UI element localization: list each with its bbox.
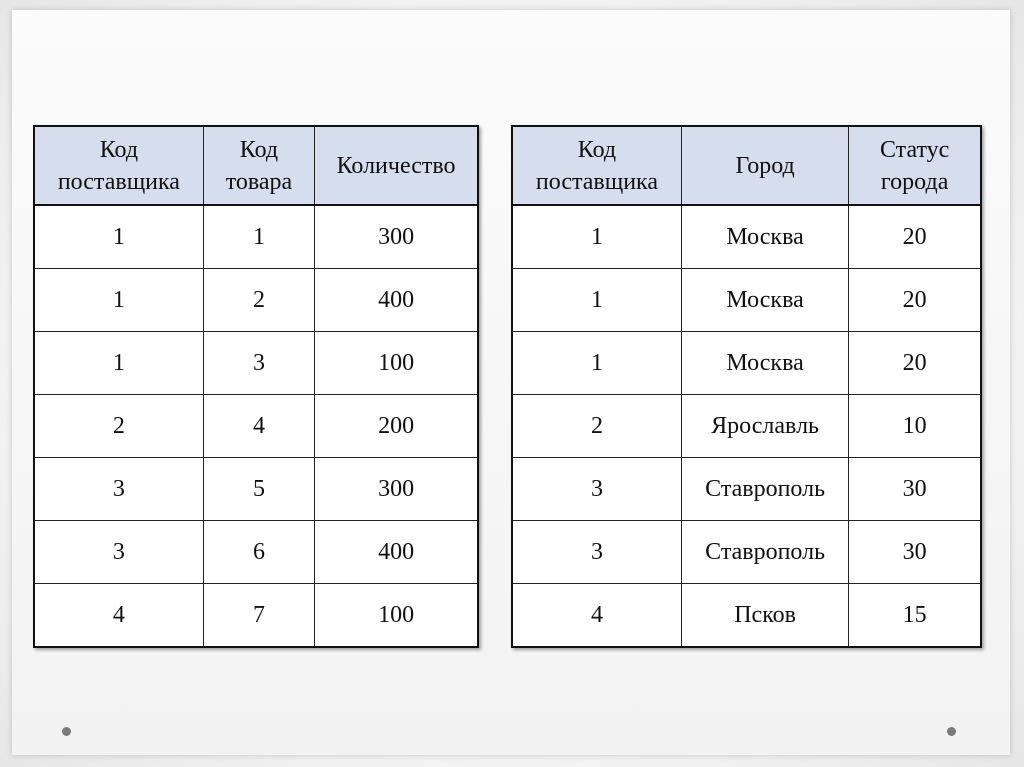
col-header-quantity: Количество	[315, 126, 478, 205]
table-cell: Москва	[681, 332, 848, 395]
table-cell: 400	[315, 521, 478, 584]
table-cell: 7	[203, 584, 314, 648]
table-row	[512, 521, 981, 584]
table-row	[34, 458, 478, 521]
table-cell: Москва	[681, 205, 848, 269]
table-row	[34, 205, 478, 269]
table-cell: 20	[849, 269, 981, 332]
table-cell: 1	[203, 205, 314, 269]
col-header-city-status: Статус города	[849, 126, 981, 205]
table-cell: Ставрополь	[681, 521, 848, 584]
table-cell: 4	[512, 584, 681, 648]
table-cell: 3	[203, 332, 314, 395]
table-header-row	[512, 126, 981, 205]
table-cell: 30	[849, 458, 981, 521]
table-cell: 4	[34, 584, 203, 648]
table-row	[512, 332, 981, 395]
suppliers-table	[511, 125, 982, 648]
col-header-city: Город	[681, 126, 848, 205]
supplies-table	[33, 125, 479, 648]
table-cell: 5	[203, 458, 314, 521]
table-cell: 2	[512, 395, 681, 458]
slide-nav-dot-left	[62, 727, 71, 736]
table-cell: 300	[315, 458, 478, 521]
table-cell: Ярославль	[681, 395, 848, 458]
table-row	[512, 458, 981, 521]
table-cell: 100	[315, 332, 478, 395]
table-cell: 3	[512, 458, 681, 521]
col-header-supplier-code: Код поставщика	[512, 126, 681, 205]
table-row	[34, 584, 478, 648]
table-row	[512, 584, 981, 648]
table-cell: Ставрополь	[681, 458, 848, 521]
table-row	[34, 521, 478, 584]
table-cell: 4	[203, 395, 314, 458]
table-row	[512, 269, 981, 332]
table-cell: Псков	[681, 584, 848, 648]
col-header-supplier-code: Код поставщика	[34, 126, 203, 205]
table-cell: 400	[315, 269, 478, 332]
table-cell: Москва	[681, 269, 848, 332]
table-cell: 1	[512, 269, 681, 332]
table-cell: 1	[512, 332, 681, 395]
table-cell: 1	[34, 332, 203, 395]
table-row	[512, 205, 981, 269]
table-cell: 20	[849, 205, 981, 269]
table-cell: 2	[203, 269, 314, 332]
table-cell: 20	[849, 332, 981, 395]
table-row	[34, 395, 478, 458]
table-row	[34, 332, 478, 395]
table-cell: 3	[34, 521, 203, 584]
table-cell: 6	[203, 521, 314, 584]
table-cell: 30	[849, 521, 981, 584]
table-cell: 1	[512, 205, 681, 269]
table-cell: 1	[34, 269, 203, 332]
table-cell: 100	[315, 584, 478, 648]
table-cell: 1	[34, 205, 203, 269]
slide-nav-dot-right	[947, 727, 956, 736]
table-row	[34, 269, 478, 332]
table-cell: 3	[512, 521, 681, 584]
table-header-row	[34, 126, 478, 205]
table-cell: 2	[34, 395, 203, 458]
table-row	[512, 395, 981, 458]
table-cell: 3	[34, 458, 203, 521]
table-cell: 15	[849, 584, 981, 648]
col-header-product-code: Код товара	[203, 126, 314, 205]
table-cell: 10	[849, 395, 981, 458]
table-cell: 300	[315, 205, 478, 269]
table-cell: 200	[315, 395, 478, 458]
